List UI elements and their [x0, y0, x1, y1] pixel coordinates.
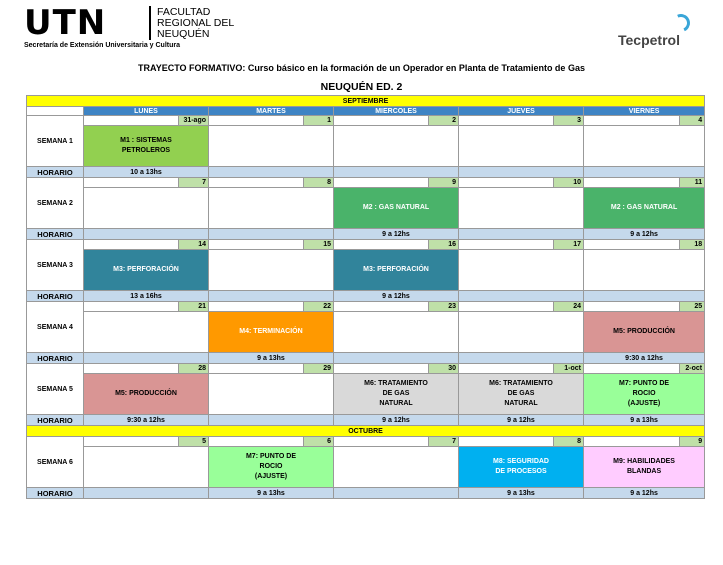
horario-row	[27, 415, 705, 426]
module-label-line: BLANDAS	[626, 468, 662, 475]
horario-label: HORARIO	[27, 291, 84, 302]
day-header-jueves: JUEVES	[459, 107, 584, 116]
date-number: 7	[429, 437, 459, 447]
empty-cell	[459, 126, 584, 167]
empty-cell	[209, 374, 334, 415]
date-number: 22	[304, 302, 334, 312]
module-label-line: M6: TRATAMIENTO	[364, 380, 428, 387]
date-gap	[209, 302, 304, 312]
module-label-line: NATURAL	[379, 400, 413, 407]
week-activity-row	[27, 188, 705, 229]
date-number: 10	[554, 178, 584, 188]
module-cell	[334, 188, 459, 229]
week-label: SEMANA 6	[27, 437, 84, 488]
horario-value	[334, 167, 459, 178]
horario-label: HORARIO	[27, 353, 84, 364]
date-gap	[334, 116, 429, 126]
date-number: 21	[179, 302, 209, 312]
date-gap	[334, 302, 429, 312]
horario-value: 9 a 13hs	[459, 488, 584, 499]
date-gap	[334, 364, 429, 374]
empty-cell	[84, 447, 209, 488]
week-label: SEMANA 5	[27, 364, 84, 415]
module-label-line: DE GAS	[507, 390, 535, 397]
horario-label: HORARIO	[27, 167, 84, 178]
horario-value	[334, 353, 459, 364]
horario-value: 9 a 12hs	[334, 415, 459, 426]
module-cell	[84, 250, 209, 291]
utn-logo-divider	[149, 6, 151, 40]
module-label-line: (AJUSTE)	[627, 400, 661, 407]
week-date-row	[27, 302, 705, 312]
module-cell	[334, 374, 459, 415]
module-cell	[209, 447, 334, 488]
date-gap	[584, 437, 680, 447]
date-gap	[334, 178, 429, 188]
day-header-row	[27, 107, 705, 116]
day-header-lunes: LUNES	[84, 107, 209, 116]
horario-row	[27, 167, 705, 178]
date-number: 1-oct	[554, 364, 584, 374]
module-cell	[459, 447, 584, 488]
date-number: 7	[179, 178, 209, 188]
date-number: 5	[179, 437, 209, 447]
module-label-line: M3: PERFORACIÓN	[113, 266, 179, 273]
week-date-row	[27, 437, 705, 447]
horario-value	[84, 488, 209, 499]
page-subtitle: NEUQUÉN ED. 2	[320, 81, 403, 93]
horario-value: 9 a 13hs	[584, 415, 705, 426]
week-label: SEMANA 1	[27, 116, 84, 167]
module-label-line: M3: PERFORACIÓN	[363, 266, 429, 273]
date-number: 8	[304, 178, 334, 188]
horario-label: HORARIO	[27, 415, 84, 426]
date-number: 16	[429, 240, 459, 250]
date-number: 28	[179, 364, 209, 374]
page-title: TRAYECTO FORMATIVO: Curso básico en la formación de un Operador en Planta de Tratamiento de Gas	[138, 63, 585, 73]
date-gap	[84, 116, 179, 126]
horario-label: HORARIO	[27, 229, 84, 240]
horario-value	[459, 353, 584, 364]
module-cell	[84, 126, 209, 167]
date-gap	[334, 437, 429, 447]
date-number: 3	[554, 116, 584, 126]
date-gap	[459, 302, 554, 312]
module-label-line: DE GAS	[382, 390, 410, 397]
date-number: 1	[304, 116, 334, 126]
date-gap	[459, 240, 554, 250]
horario-value	[459, 291, 584, 302]
date-gap	[84, 437, 179, 447]
horario-value: 9:30 a 12hs	[584, 353, 705, 364]
empty-cell	[84, 312, 209, 353]
horario-value: 9:30 a 12hs	[84, 415, 209, 426]
horario-value	[584, 167, 705, 178]
date-gap	[459, 116, 554, 126]
day-header-miercoles: MIERCOLES	[334, 107, 459, 116]
date-number: 18	[680, 240, 705, 250]
horario-row	[27, 488, 705, 499]
utn-faculty-name	[157, 7, 234, 40]
date-gap	[334, 240, 429, 250]
date-number: 2-oct	[680, 364, 705, 374]
date-gap	[459, 178, 554, 188]
date-number: 9	[429, 178, 459, 188]
empty-cell	[209, 126, 334, 167]
week-activity-row	[27, 374, 705, 415]
utn-faculty-line: FACULTAD	[157, 6, 211, 18]
date-gap	[584, 178, 680, 188]
module-label-line: M9: HABILIDADES	[613, 458, 675, 465]
empty-cell	[334, 447, 459, 488]
horario-row	[27, 229, 705, 240]
month-row	[27, 426, 705, 437]
horario-row	[27, 353, 705, 364]
module-cell	[584, 447, 705, 488]
horario-value	[209, 167, 334, 178]
module-label-line: M4: TERMINACIÓN	[239, 328, 303, 335]
day-header-martes: MARTES	[209, 107, 334, 116]
horario-label: HORARIO	[27, 488, 84, 499]
date-number: 8	[554, 437, 584, 447]
week-date-row	[27, 116, 705, 126]
empty-cell	[459, 250, 584, 291]
empty-cell	[209, 250, 334, 291]
page-header	[0, 0, 723, 93]
module-cell	[584, 312, 705, 353]
schedule-table	[26, 95, 705, 499]
module-label-line: M2 : GAS NATURAL	[610, 204, 678, 211]
module-cell	[584, 374, 705, 415]
date-number: 6	[304, 437, 334, 447]
date-number: 17	[554, 240, 584, 250]
date-number: 23	[429, 302, 459, 312]
module-label-line: M7: PUNTO DE	[619, 380, 670, 387]
module-cell	[584, 188, 705, 229]
module-cell	[84, 374, 209, 415]
module-label-line: ROCIO	[632, 390, 656, 397]
horario-value: 9 a 12hs	[584, 488, 705, 499]
week-date-row	[27, 364, 705, 374]
date-gap	[584, 240, 680, 250]
date-number: 11	[680, 178, 705, 188]
week-activity-row	[27, 250, 705, 291]
date-gap	[84, 302, 179, 312]
week-activity-row	[27, 126, 705, 167]
utn-logo: UTN	[24, 3, 107, 43]
module-cell	[459, 374, 584, 415]
horario-value: 10 a 13hs	[84, 167, 209, 178]
date-gap	[459, 364, 554, 374]
module-label-line: M8: SEGURIDAD	[492, 458, 549, 465]
date-gap	[209, 364, 304, 374]
empty-cell	[334, 312, 459, 353]
horario-value	[209, 229, 334, 240]
horario-value	[209, 291, 334, 302]
week-activity-row	[27, 312, 705, 353]
date-gap	[459, 437, 554, 447]
month-label: OCTUBRE	[27, 426, 705, 437]
module-label-line: (AJUSTE)	[254, 473, 288, 480]
week-label: SEMANA 4	[27, 302, 84, 353]
date-number: 29	[304, 364, 334, 374]
week-activity-row	[27, 447, 705, 488]
horario-value: 9 a 12hs	[334, 229, 459, 240]
date-gap	[84, 240, 179, 250]
horario-value: 13 a 16hs	[84, 291, 209, 302]
date-gap	[584, 116, 680, 126]
day-header-corner	[27, 107, 84, 116]
date-gap	[209, 178, 304, 188]
horario-value: 9 a 13hs	[209, 488, 334, 499]
date-gap	[584, 364, 680, 374]
date-number: 15	[304, 240, 334, 250]
date-number: 25	[680, 302, 705, 312]
horario-value	[84, 353, 209, 364]
empty-cell	[584, 250, 705, 291]
week-label: SEMANA 2	[27, 178, 84, 229]
day-header-viernes: VIERNES	[584, 107, 705, 116]
empty-cell	[584, 126, 705, 167]
tecpetrol-logo-text: Tecpetrol	[618, 32, 680, 48]
week-label: SEMANA 3	[27, 240, 84, 291]
date-gap	[584, 302, 680, 312]
horario-value	[584, 291, 705, 302]
horario-row	[27, 291, 705, 302]
date-number: 4	[680, 116, 705, 126]
date-number: 30	[429, 364, 459, 374]
utn-extension-secretariat: Secretaría de Extensión Universitaria y Cultura	[24, 42, 181, 49]
month-label: SEPTIEMBRE	[27, 96, 705, 107]
week-date-row	[27, 240, 705, 250]
date-number: 31-ago	[179, 116, 209, 126]
horario-value: 9 a 12hs	[459, 415, 584, 426]
horario-value: 9 a 12hs	[334, 291, 459, 302]
date-number: 2	[429, 116, 459, 126]
date-number: 24	[554, 302, 584, 312]
date-gap	[209, 437, 304, 447]
utn-faculty-line: REGIONAL DEL	[157, 17, 235, 29]
horario-value: 9 a 12hs	[584, 229, 705, 240]
empty-cell	[459, 188, 584, 229]
module-cell	[209, 312, 334, 353]
module-label-line: ROCIO	[259, 463, 283, 470]
date-gap	[209, 116, 304, 126]
module-label-line: DE PROCESOS	[495, 468, 547, 475]
empty-cell	[209, 188, 334, 229]
horario-value	[459, 167, 584, 178]
horario-value	[84, 229, 209, 240]
module-label-line: M7: PUNTO DE	[245, 453, 297, 460]
module-label-line: M5: PRODUCCIÓN	[115, 390, 177, 397]
utn-faculty-line: NEUQUÉN	[157, 28, 210, 40]
empty-cell	[459, 312, 584, 353]
module-label-line: M2 : GAS NATURAL	[362, 204, 430, 211]
date-gap	[209, 240, 304, 250]
module-label-line: PETROLEROS	[121, 147, 171, 154]
horario-value	[459, 229, 584, 240]
month-row	[27, 96, 705, 107]
empty-cell	[334, 126, 459, 167]
module-cell	[334, 250, 459, 291]
horario-value: 9 a 13hs	[209, 353, 334, 364]
date-number: 9	[680, 437, 705, 447]
week-date-row	[27, 178, 705, 188]
date-gap	[84, 178, 179, 188]
empty-cell	[84, 188, 209, 229]
date-number: 14	[179, 240, 209, 250]
module-label-line: M1 : SISTEMAS	[120, 137, 172, 144]
horario-value	[334, 488, 459, 499]
module-label-line: M5: PRODUCCIÓN	[613, 328, 675, 335]
horario-value	[209, 415, 334, 426]
module-label-line: NATURAL	[504, 400, 538, 407]
date-gap	[84, 364, 179, 374]
module-label-line: M6: TRATAMIENTO	[489, 380, 553, 387]
